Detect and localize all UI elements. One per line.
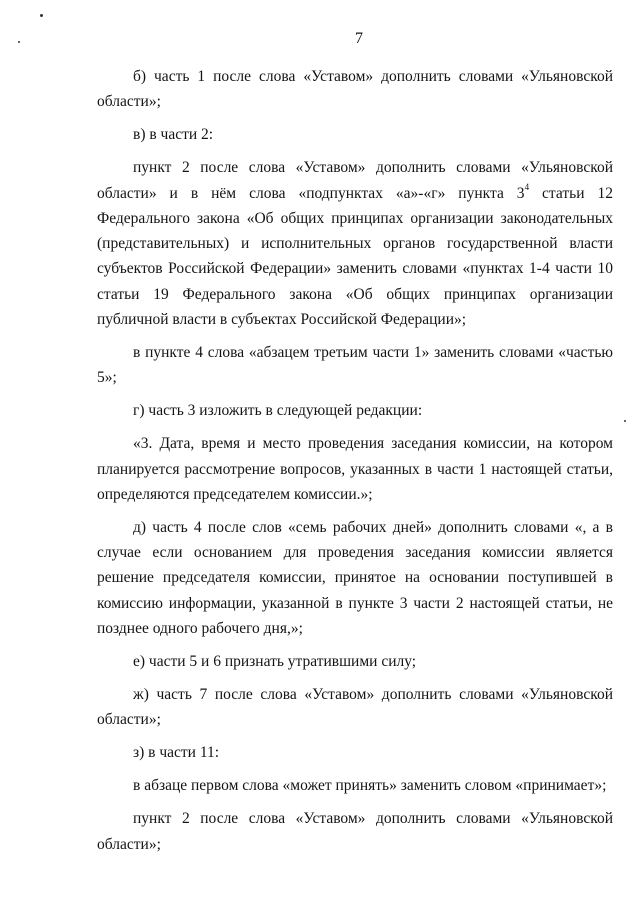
superscript: 4 [524, 182, 530, 193]
scan-speck [40, 14, 43, 17]
document-body [97, 64, 613, 865]
paragraph-z-abzac-1: в абзаце первом слова «может принять» заменить словом «принимает»; [133, 777, 607, 795]
paragraph-text: статьи 12 Федерального закона «Об общих принципах организации законодательных (представительных) и исполнительных органов государственной власти субъектов Российской Федерации» заменить словами «пунктах 1-4 части 10 статьи 19 Федерального закона «Об общих принципах организации публичной власти в субъектах Российской Федерации»; [97, 184, 613, 329]
paragraph-quote-3: «3. Дата, время и место проведения заседания комиссии, на котором планируется рассмотрение вопросов, указанных в части 1 настоящей статьи, определяются председателем комиссии.»; [97, 435, 613, 503]
paragraph-z: з) в части 11: [133, 744, 220, 762]
scan-speck [624, 420, 626, 422]
paragraph-e: е) части 5 и 6 признать утратившими силу; [133, 653, 417, 671]
paragraph-v: в) в части 2: [133, 126, 214, 144]
page-number: 7 [355, 30, 363, 47]
paragraph-zh: ж) часть 7 после слова «Уставом» дополнить словами «Ульяновской области»; [97, 686, 613, 729]
paragraph-v-item-4: в пункте 4 слова «абзацем третьим части 1» заменить словами «частью 5»; [97, 344, 613, 387]
paragraph-b: б) часть 1 после слова «Уставом» дополнить словами «Ульяновской области»; [97, 68, 613, 111]
paragraph-z-item-2: пункт 2 после слова «Уставом» дополнить словами «Ульяновской области»; [97, 810, 613, 853]
paragraph-text: пункт 2 после слова «Уставом» дополнить словами «Ульяновской области» и в нём слова «подпунктах «а»-«г» пункта 3 [97, 159, 613, 202]
paragraph-d: д) часть 4 после слов «семь рабочих дней» дополнить словами «, а в случае если основанием для проведения заседания комиссии является решение председателя комиссии, принятое на основании поступившей в комиссию информации, указанной в пункте 3 части 2 настоящей статьи, не позднее одного рабочего дня,»; [97, 518, 613, 638]
paragraph-g: г) часть 3 изложить в следующей редакции: [133, 402, 423, 420]
paragraph-v-item-2 [97, 155, 613, 332]
scan-speck [18, 41, 20, 43]
